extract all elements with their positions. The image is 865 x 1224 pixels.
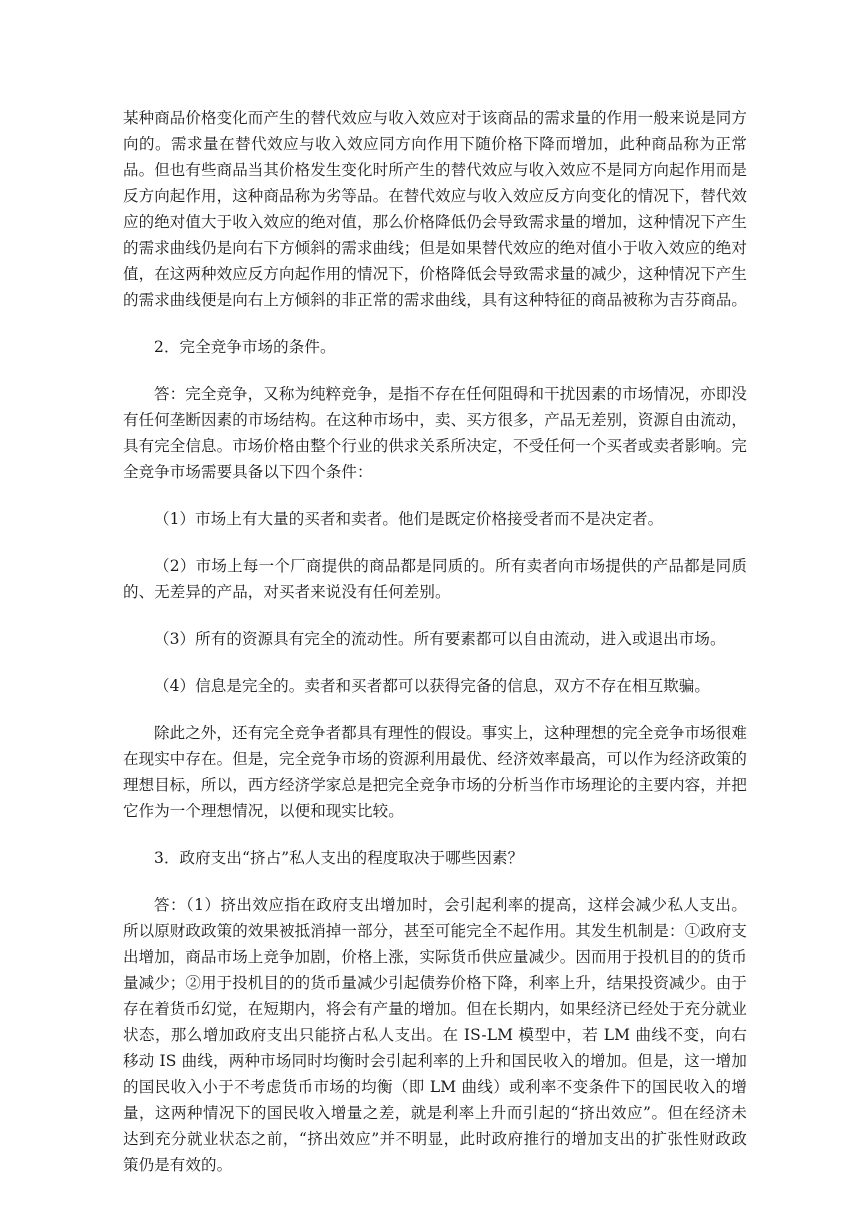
question-2-condition-2: （2）市场上每一个厂商提供的商品都是同质的。所有卖者向市场提供的产品都是同质的、无差异的产品，对买者来说没有任何差别。 [123, 557, 747, 601]
question-2-summary: 除此之外，还有完全竞争者都具有理性的假设。事实上，这种理想的完全竞争市场很难在现实中存在。但是，完全竞争市场的资源利用最优、经济效率最高，可以作为经济政策的理想目标，所以，西方经济学家总是把完全竞争市场的分析当作市场理论的主要内容，并把它作为一个理想情况，以便和现实比较。 [123, 724, 748, 820]
question-2-title: 2．完全竞争市场的条件。 [154, 338, 336, 356]
paragraph-continuation: 某种商品价格变化而产生的替代效应与收入效应对于该商品的需求量的作用一般来说是同方向的。需求量在替代效应与收入效应同方向作用下随价格下降而增加，此种商品称为正常品。但也有些商品当其价格发生变化时所产生的替代效应与收入效应不是同方向起作用而是反方向起作用，这种商品称为劣等品。在替代效应与收入效应反方向变化的情况下，替代效应的绝对值大于收入效应的绝对值，那么价格降低仍会导致需求量的增加，这种情况下产生的需求曲线仍是向右下方倾斜的需求曲线；但是如果替代效应的绝对值小于收入效应的绝对值，在这两种效应反方向起作用的情况下，价格降低会导致需求量的减少，这种情况下产生的需求曲线便是向右上方倾斜的非正常的需求曲线，具有这种特征的商品被称为吉芬商品。 [123, 109, 748, 309]
question-3-title: 3．政府支出“挤占”私人支出的程度取决于哪些因素？ [154, 849, 524, 867]
question-2-condition-1: （1）市场上有大量的买者和卖者。他们是既定价格接受者而不是决定者。 [154, 510, 664, 528]
question-2-condition-3: （3）所有的资源具有完全的流动性。所有要素都可以自由流动，进入或退出市场。 [154, 630, 726, 648]
question-2-condition-4: （4）信息是完全的。卖者和买者都可以获得完备的信息，双方不存在相互欺骗。 [154, 677, 710, 695]
document-page [123, 105, 747, 1178]
question-3-answer: 答：（1）挤出效应指在政府支出增加时，会引起利率的提高，这样会减少私人支出。所以原财政政策的效果被抵消掉一部分，甚至可能完全不起作用。其发生机制是：①政府支出增加，商品市场上竞争加剧，价格上涨，实际货币供应量减少。因而用于投机目的的货币量减少；②用于投机目的的货币量减少引起债券价格下降，利率上升，结果投资减少。由于存在着货币幻觉，在短期内，将会有产量的增加。但在长期内，如果经济已经处于充分就业状态，那么增加政府支出只能挤占私人支出。在 IS-LM 模型中，若 LM 曲线不变，向右移动 IS 曲线，两种市场同时均衡时会引起利率的上升和国民收入的增加。但是，这一增加的国民收入小于不考虑货币市场的均衡（即 LM 曲线）或利率不变条件下的国民收入的增量，这两种情况下的国民收入增量之差，就是利率上升而引起的“挤出效应”。但在经济未达到充分就业状态之前，“挤出效应”并不明显，此时政府推行的增加支出的扩张性财政政策仍是有效的。 [123, 896, 748, 1174]
question-2-answer: 答：完全竞争，又称为纯粹竞争，是指不存在任何阻碍和干扰因素的市场情况，亦即没有任何垄断因素的市场结构。在这种市场中，卖、买方很多，产品无差别，资源自由流动，具有完全信息。市场价格由整个行业的供求关系所决定，不受任何一个买者或卖者影响。完全竞争市场需要具备以下四个条件： [123, 385, 748, 481]
